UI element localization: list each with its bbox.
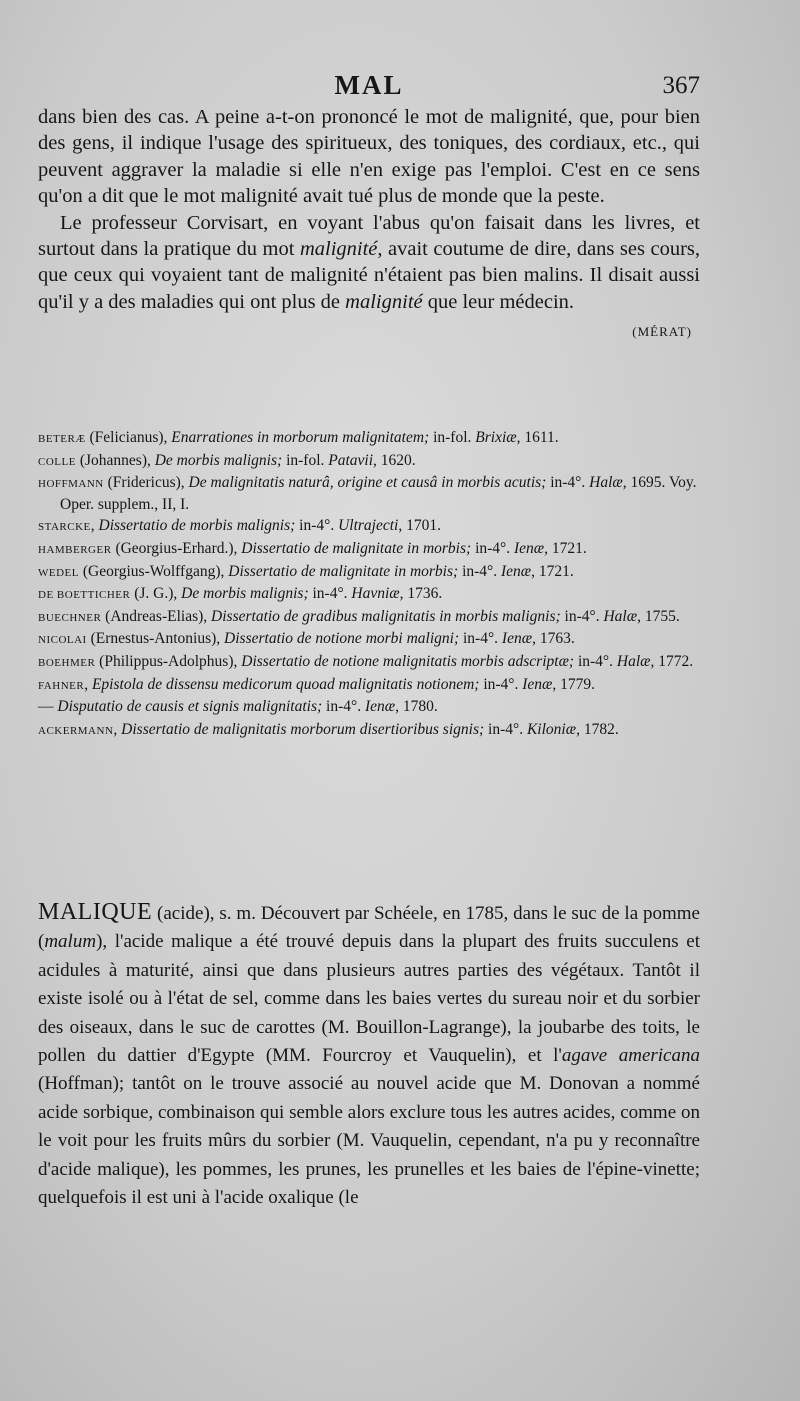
entry-place: Kiloniæ xyxy=(526,720,577,738)
entry-details: in-4°. xyxy=(308,585,352,603)
entry-details: in-4°. xyxy=(546,474,590,492)
bibliography-entry xyxy=(38,584,700,606)
entry-author: FAHNER xyxy=(38,679,85,692)
entry-author: ACKERMANN xyxy=(38,724,114,737)
entry-tail: , 1620. xyxy=(373,451,416,469)
entry-tail: , 1695. Voy. Oper. supplem., II, I. xyxy=(60,474,697,513)
emphasis-agave: agave americana xyxy=(561,1045,700,1067)
entry-author-rest: (Andreas-Elias), xyxy=(101,607,212,625)
entry-author-rest: (Georgius-Erhard.), xyxy=(111,539,242,557)
bibliography-entry xyxy=(38,720,700,742)
entry-details: in-4°. xyxy=(458,562,501,580)
entry-place: Ienæ xyxy=(364,698,396,716)
entry-author: DE BOETTICHER xyxy=(38,589,131,602)
entry-tail: , 1721. xyxy=(544,539,587,557)
entry-tail: , 1736. xyxy=(399,585,443,603)
entry-title: Dissertatio de notione malignitatis morbis adscriptæ; xyxy=(241,652,575,670)
entry-place: Ienæ xyxy=(513,539,545,557)
emphasis-malignite-1: malignité xyxy=(299,238,378,261)
entry-details: in-4°. xyxy=(471,539,514,557)
entry-author-rest: , xyxy=(90,517,99,535)
bibliography-entry xyxy=(38,629,700,651)
entry-author-rest: , xyxy=(84,675,92,693)
paragraph-2-part-c: que leur médecin. xyxy=(422,290,575,313)
entry-details: in-4°. xyxy=(560,607,604,625)
entry-details: in-4°. xyxy=(484,720,527,738)
entry-author-rest: (Johannes), xyxy=(75,451,155,469)
malique-part-c: (Hoffman); tantôt on le trouve associé au nouvel acide que M. Donovan a nommé acide sorbique, combinaison qui semble alors exclure tous les autres acides, comme on le voit pour les fruits mûrs du sorbier (M. Vauquelin, cependant, n'a pu y reconnaître d'acide malique), les pommes, les prunes, les prunelles et les baies de l'épine-vinette; quelquefois il est uni à l'acide oxalique (le xyxy=(38,1073,700,1209)
entry-details: in-fol. xyxy=(429,429,476,446)
bibliography-entry xyxy=(38,697,700,719)
entry-title: Dissertatio de notione morbi maligni; xyxy=(224,630,460,648)
paragraph-2-part-a: Le professeur Corvisart, en voyant l'abus qu'on faisait dans les livres, et surtout dans la pratique du mot xyxy=(38,211,700,261)
entry-place: Halæ xyxy=(603,607,638,625)
malique-part-a: (acide), s. m. Découvert par Schéele, en 1785, dans le suc de la pomme ( xyxy=(38,903,700,953)
entry-title: Enarrationes in morborum malignitatem; xyxy=(171,429,430,446)
entry-author: HOFFMANN xyxy=(38,478,104,491)
entry-tail: , 1772. xyxy=(650,652,694,670)
entry-place: Ienæ xyxy=(501,630,533,648)
bibliography-entry xyxy=(38,675,700,697)
entry-tail: , 1763. xyxy=(532,630,575,648)
entry-author-rest: (Felicianus), xyxy=(85,429,172,446)
entry-author: BETERÆ xyxy=(38,433,86,445)
paragraph-2-part-b: , avait coutume de dire, dans ses cours, que ceux qui voyaient tant de malignité n'étaient pas bien malins. Il disait aussi qu'il y a des maladies qui ont plus de xyxy=(38,238,700,313)
page-number: 367 xyxy=(662,72,700,99)
entry-author: BOEHMER xyxy=(38,656,96,669)
bibliography-entry xyxy=(38,652,700,674)
entry-author-rest: , xyxy=(113,720,122,738)
entry-tail: , 1782. xyxy=(576,720,619,738)
entry-author-rest: (J. G.), xyxy=(130,585,182,603)
entry-title: Dissertatio de morbis malignis; xyxy=(98,517,296,535)
entry-place: Halæ xyxy=(616,652,651,670)
entry-title: Disputatio de causis et signis malignitatis; xyxy=(57,698,323,716)
entry-details: in-4°. xyxy=(479,675,523,693)
entry-place: Ultrajecti xyxy=(338,517,399,535)
running-header xyxy=(38,70,700,104)
entry-details: in-4°. xyxy=(459,630,502,648)
entry-details: in-4°. xyxy=(574,652,617,670)
bibliography-entry xyxy=(38,539,700,561)
entry-author-rest: — xyxy=(38,698,58,716)
entry-title: De morbis malignis; xyxy=(154,451,283,469)
entry-title: Dissertatio de gradibus malignitatis in morbis malignis; xyxy=(211,607,561,625)
entry-place: Ienæ xyxy=(522,675,553,693)
bibliography xyxy=(38,428,700,742)
entry-place: Havniæ xyxy=(351,585,400,603)
malique-paragraph xyxy=(38,898,700,1212)
entry-author: HAMBERGER xyxy=(38,543,112,556)
entry-place: Patavii xyxy=(328,451,374,469)
paragraph-2 xyxy=(38,210,700,316)
running-title: MAL xyxy=(334,70,404,100)
entry-author: COLLE xyxy=(38,455,76,468)
entry-author: NICOLAI xyxy=(38,634,87,647)
bibliography-entry xyxy=(38,607,700,629)
entry-tail: , 1611. xyxy=(516,429,559,446)
entry-place: Brixiæ xyxy=(475,429,517,446)
entry-title: De malignitatis naturâ, origine et causâ in morbis acutis; xyxy=(188,474,547,492)
entry-author: WEDEL xyxy=(38,566,79,579)
entry-author: STARCKE xyxy=(38,521,91,534)
entry-title: Dissertatio de malignitate in morbis; xyxy=(228,562,459,580)
entry-tail: , 1721. xyxy=(531,562,574,580)
entry-details: in-4°. xyxy=(295,517,339,535)
entry-place: Ienæ xyxy=(500,562,532,580)
intro-text xyxy=(38,104,700,346)
entry-place: Halæ xyxy=(589,474,623,492)
entry-tail: , 1701. xyxy=(398,517,441,535)
entry-title: Dissertatio de malignitatis morborum disertioribus signis; xyxy=(121,720,485,738)
malique-article xyxy=(38,898,700,1212)
headword: MALIQUE xyxy=(38,899,153,925)
entry-author-rest: (Ernestus-Antonius), xyxy=(86,630,225,648)
emphasis-malum: malum xyxy=(44,931,97,953)
entry-details: in-4°. xyxy=(322,698,365,716)
bibliography-entry xyxy=(38,562,700,584)
bibliography-entry xyxy=(38,516,700,538)
malique-part-b: ), l'acide malique a été trouvé depuis dans la plupart des fruits succulens et acidules à maturité, ainsi que dans plusieurs autres parties des végétaux. Tantôt il existe isolé ou à l'état de sel, comme dans les baies vertes du sureau noir et du sorbier des oiseaux, dans le suc de carottes (M. Bouillon-Lagrange), la joubarbe des toits, le pollen du dattier d'Egypte (MM. Fourcroy et Vauquelin), et l' xyxy=(38,931,700,1067)
entry-author-rest: (Fridericus), xyxy=(103,474,189,492)
entry-title: Dissertatio de malignitate in morbis; xyxy=(241,539,472,557)
entry-tail: , 1779. xyxy=(552,675,595,693)
entry-author-rest: (Georgius-Wolffgang), xyxy=(78,562,229,580)
bibliography-entry xyxy=(38,428,700,450)
entry-tail: , 1755. xyxy=(637,607,680,625)
entry-details: in-fol. xyxy=(282,451,329,469)
bibliography-entry xyxy=(38,451,700,473)
entry-author-rest: (Philippus-Adolphus), xyxy=(95,652,242,670)
entry-tail: , 1780. xyxy=(395,698,438,716)
author-signature: (MÉRAT) xyxy=(632,324,692,340)
paragraph-1: dans bien des cas. A peine a-t-on prononcé le mot de malignité, que, pour bien des gens, il indique l'usage des spiritueux, des toniques, des cordiaux, etc., qui peuvent aggraver la maladie si elle n'en exige pas l'emploi. C'est en ce sens qu'on a dit que le mot malignité avait tué plus de monde que la peste. xyxy=(38,106,700,208)
bibliography-entry xyxy=(38,473,700,515)
entry-title: Epistola de dissensu medicorum quoad malignitatis notionem; xyxy=(91,675,480,693)
entry-author: BUECHNER xyxy=(38,611,102,624)
entry-title: De morbis malignis; xyxy=(181,585,309,603)
emphasis-malignite-2: malignité xyxy=(345,290,423,313)
